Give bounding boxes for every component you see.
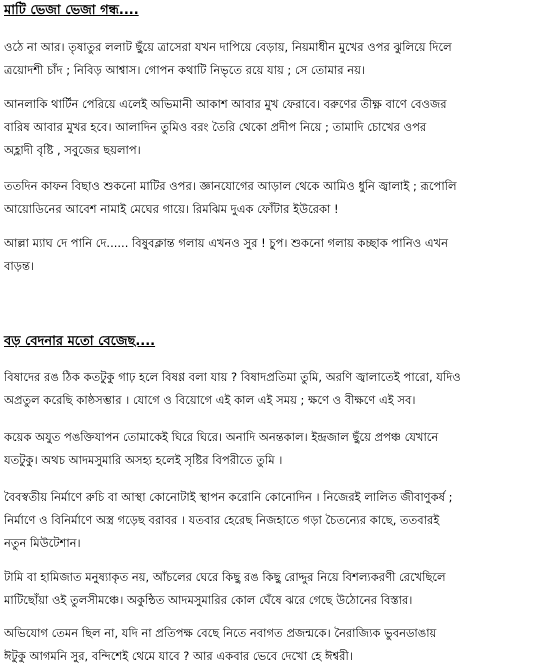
text-line: ঈটুকু আগমনি সুর, বন্দিশেই থেমে যাবে ? আর একবার ভেবে দেখো হে ঈশ্বরী। — [4, 649, 353, 663]
paragraph-2-4 — [4, 566, 531, 612]
paragraph-2-5 — [4, 622, 531, 668]
paragraph-2-2 — [4, 426, 531, 472]
text-line: টামি বা হামিজাত মনুষ্যাকৃত নয়, আঁচলের ঘেরে কিছু রঙ কিছু রোদ্দুর নিয়ে বিশল্যকরণী রেখেছিলে — [4, 570, 446, 584]
paragraph-1-4 — [4, 232, 531, 278]
text-line: আনলাকি থার্টিন পেরিয়ে এলেই অভিমানী আকাশ আবার মুখ ফেরাবে। বরুণের তীক্ষ্ণ বাণে বেওজর — [4, 97, 447, 111]
text-line: অভিযোগ তেমন ছিল না, যদি না প্রতিপক্ষ বেছে নিতে নবাগত প্রজন্মকে। নৈরাজ্যিক ভুবনডাঙায় — [4, 626, 437, 640]
text-line: বিষাদের রঙ ঠিক কতটুকু গাঢ় হলে বিষণ্ণ বলা যায় ? বিষাদপ্রতিমা তুমি, অরণি জ্বালাতেই পারো, যদিও — [4, 370, 461, 384]
section-title-2: বড় বেদনার মতো বেজেছ.... — [4, 334, 156, 349]
text-line: ততদিন কাফন বিছাও শুকনো মাটির ওপর। জ্ঞানযোগের আড়াল থেকে আমিও ধুনি জ্বালাই ; রূপোলি — [4, 179, 457, 193]
paragraph-1-3 — [4, 175, 531, 221]
text-line: আয়োডিনের আবেশ নামাই মেঘের গায়ে। রিমঝিম দুএক ফোঁটার ইউরেকা ! — [4, 202, 339, 216]
paragraph-2-3 — [4, 486, 531, 555]
paragraph-1-2 — [4, 93, 531, 162]
text-line: অপ্রতুল করেছি কাষ্ঠসম্ভার । যোগে ও বিয়োগে এই কাল এই সময় ; ক্ষণে ও বীক্ষণে এই সব। — [4, 393, 416, 407]
text-line: কয়েক অযুত পঙক্তিযাপন তোমাকেই ঘিরে ঘিরে। অনাদি অনন্তকাল। ইন্দ্রজাল ছুঁয়ে প্রপঞ্চ যেখানে — [4, 430, 439, 444]
text-line: ত্রয়োদশী চাঁদ ; নিবিড় আশ্বাস। গোপন কথাটি নিভৃতে রয়ে যায় ; সে তোমার নয়। — [4, 63, 365, 77]
text-line: ওঠে না আর। তৃষাতুর ললাট ছুঁয়ে ত্রাসেরা যখন দাপিয়ে বেড়ায়, নিয়মাধীন মুখের ওপর ঝুলিয়ে দিলে — [4, 40, 452, 54]
text-line: যতটুকু। অথচ আদমসুমারি অসহ্য হলেই সৃষ্টির বিপরীতে তুমি । — [4, 453, 283, 467]
text-line: বৈবস্বতীয় নির্মাণে রুচি বা আস্থা কোনোটাই স্থাপন করোনি কোনোদিন । নিজেরই লালিত জীবাণুকর্ষ ; — [4, 490, 453, 504]
text-line: নতুন মিউটেশান। — [4, 536, 81, 550]
text-line: অহ্লাদী বৃষ্টি , সবুজের ছয়লাপ। — [4, 143, 141, 157]
text-line: বারিষ আবার মুখর হবে। আলাদিন তুমিও বরং তৈরি থেকো প্রদীপ নিয়ে ; তামাদি চোখের ওপর — [4, 120, 427, 134]
paragraph-2-1 — [4, 366, 531, 412]
text-line: নির্মাণে ও বিনির্মাণে অস্ত্র গড়েছ বরাবর । যতবার হেরেছ নিজহাতে গড়া চৈতন্যের কাছে, ততবারই — [4, 513, 440, 527]
section-title-1: মাটি ভেজা ভেজা গন্ধ.... — [4, 3, 139, 18]
paragraph-1-1 — [4, 36, 531, 82]
text-line: বাড়ন্ত। — [4, 259, 34, 273]
text-line: মাটিছোঁয়া ওই তুলসীমঞ্চে। অকুন্ঠিত আদমসুমারির কোল ঘেঁষে ঝরে গেছে উঠোনের বিস্তার। — [4, 593, 413, 607]
text-line: আল্লা ম্যাঘ দে পানি দে...... বিষুবক্লান্ত গলায় এখনও সুর ! চুপ। শুকনো গলায় কচ্ছাক পানিও এখন — [4, 236, 448, 250]
